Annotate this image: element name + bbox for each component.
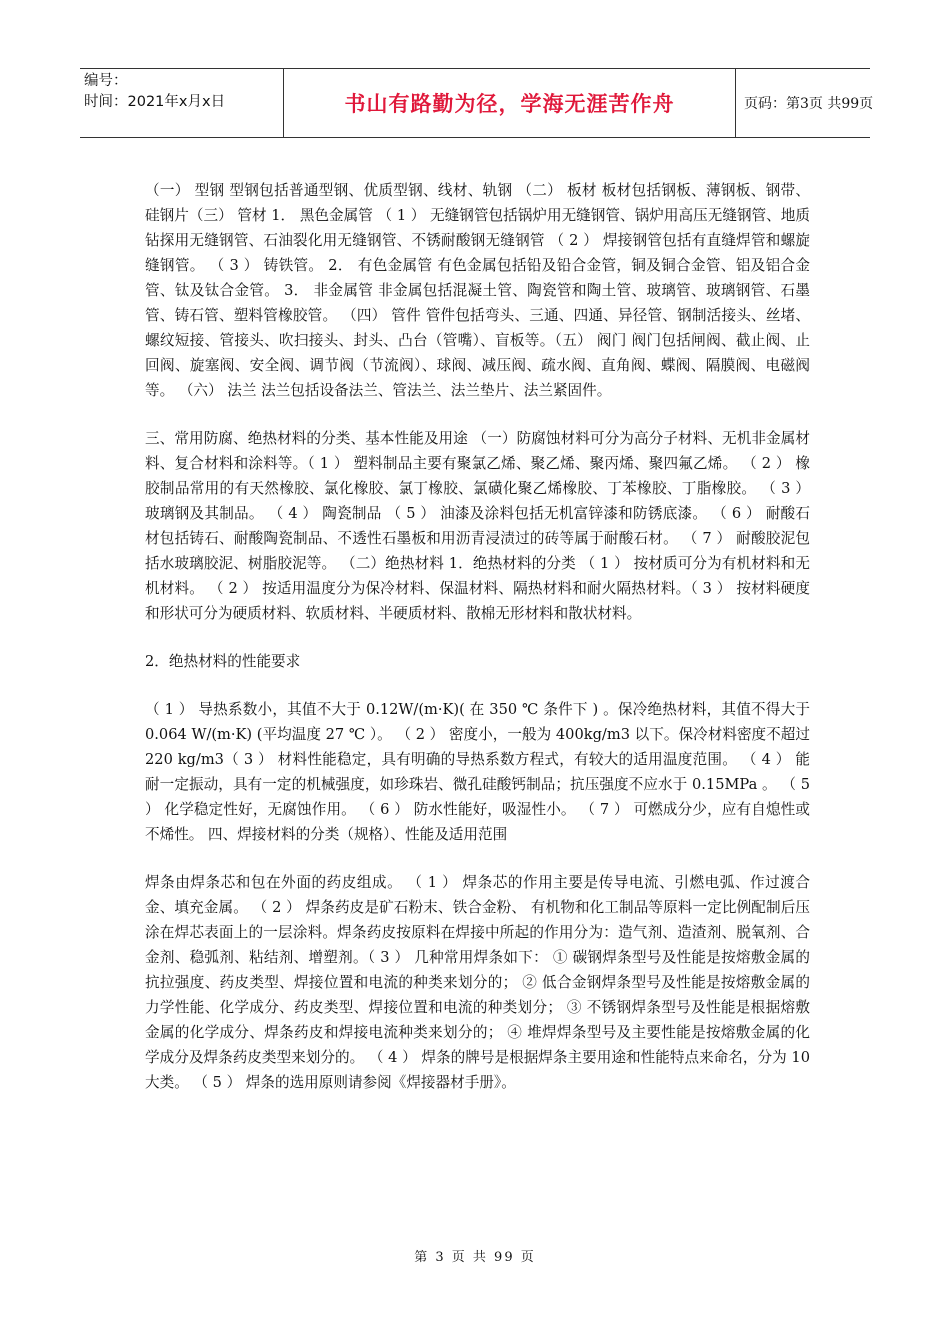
document-body (145, 178, 810, 1118)
page-header (80, 68, 874, 138)
paragraph-welding-rods: 焊条由焊条芯和包在外面的药皮组成。 （ 1 ） 焊条芯的作用主要是传导电流、引燃电弧、作过渡合金、填充金属。 （ 2 ） 焊条药皮是矿石粉末、铁合金粉、 有机物和化工制品等原料一定比例配制后压涂在焊芯表面上的一层涂料。焊条药皮按原料在焊接中所起的作用分为：造气剂、造渣剂、脱氧剂、合金剂、稳弧剂、粘结剂、增塑剂。（ 3 ） 几种常用焊条如下： ① 碳钢焊条型号及性能是按熔敷金属的抗拉强度、药皮类型、焊接位置和电流的种类来划分的； ② 低合金钢焊条型号及性能是按熔敷金属的力学性能、化学成分、药皮类型、焊接位置和电流的种类划分； ③ 不锈钢焊条型号及性能是根据熔敷金属的化学成分、焊条药皮和焊接电流种类来划分的； ④ 堆焊焊条型号及主要性能是按熔敷金属的化学成分及焊条药皮类型来划分的。 （ 4 ） 焊条的牌号是根据焊条主要用途和性能特点来命名，分为 10 大类。 （ 5 ） 焊条的选用原则请参阅《焊接器材手册》。 (145, 874, 810, 1091)
header-page-number: 页码：第3页 共99页 (744, 96, 874, 112)
page-footer: 第 3 页 共 99 页 (414, 1250, 536, 1265)
header-motto-cell (283, 69, 736, 137)
paragraph-steel-materials: （一） 型钢 型钢包括普通型钢、优质型钢、线材、轨钢 （二） 板材 板材包括钢板、薄钢板、钢带、硅钢片（三） 管材 1． 黑色金属管 （ 1 ） 无缝钢管包括锅炉用无缝钢管、锅炉用高压无缝钢管、地质钻探用无缝钢管、石油裂化用无缝钢管、不锈耐酸钢无缝钢管 （ 2 ） 焊接钢管包括有直缝焊管和螺旋缝钢管。 （ 3 ） 铸铁管。 2． 有色金属管 有色金属包括铅及铅合金管，铜及铜合金管、铝及铝合金管、钛及钛合金管。 3． 非金属管 非金属包括混凝土管、陶瓷管和陶土管、玻璃管、玻璃钢管、石墨管、铸石管、塑料管橡胶管。 （四） 管件 管件包括弯头、三通、四通、异径管、钢制活接头、丝堵、螺纹短接、管接头、吹扫接头、封头、凸台（管嘴）、盲板等。（五） 阀门 阀门包括闸阀、截止阀、止回阀、旋塞阀、安全阀、调节阀（节流阀）、球阀、减压阀、疏水阀、直角阀、蝶阀、隔膜阀、电磁阀等。 （六） 法兰 法兰包括设备法兰、管法兰、法兰垫片、法兰紧固件。 (145, 182, 810, 399)
document-number-label: 编号： (84, 73, 128, 89)
header-meta (80, 69, 283, 137)
paragraph-anticorrosion-insulation: 三、常用防腐、绝热材料的分类、基本性能及用途 （一）防腐蚀材料可分为高分子材料、无机非金属材料、复合材料和涂料等。（ 1 ） 塑料制品主要有聚氯乙烯、聚乙烯、聚丙烯、聚四氟乙烯。 （ 2 ） 橡胶制品常用的有天然橡胶、氯化橡胶、氯丁橡胶、氯磺化聚乙烯橡胶、丁苯橡胶、丁脂橡胶。 （ 3 ） 玻璃钢及其制品。 （ 4 ） 陶瓷制品 （ 5 ） 油漆及涂料包括无机富锌漆和防锈底漆。 （ 6 ） 耐酸石材包括铸石、耐酸陶瓷制品、不透性石墨板和用沥青浸渍过的砖等属于耐酸石材。 （ 7 ） 耐酸胶泥包括水玻璃胶泥、树脂胶泥等。 （二）绝热材料 1．绝热材料的分类 （ 1 ） 按材质可分为有机材料和无机材料。 （ 2 ） 按适用温度分为保冷材料、保温材料、隔热材料和耐火隔热材料。（ 3 ） 按材料硬度和形状可分为硬质材料、软质材料、半硬质材料、散棉无形材料和散状材料。 (145, 430, 810, 622)
header-motto: 书山有路勤为径，学海无涯苦作舟 (344, 91, 675, 116)
section-heading-insulation-requirements: 2．绝热材料的性能要求 (145, 653, 301, 670)
header-page-cell (736, 69, 874, 137)
document-date-label: 时间：2021年x月x日 (84, 94, 226, 110)
paragraph-insulation-requirements: （ 1 ） 导热系数小，其值不大于 0.12W/(m·K)( 在 350 ℃ 条件下 ) 。保冷绝热材料，其值不得大于 0.064 W/(m·K) (平均温度 27 ℃ ）。 （ 2 ） 密度小，一般为 400kg/m3 以下。保冷材料密度不超过 220 kg/m3（ 3 ） 材料性能稳定，具有明确的导热系数方程式，有较大的适用温度范围。 （ 4 ） 能耐一定振动，具有一定的机械强度，如珍珠岩、微孔硅酸钙制品；抗压强度不应水于 0.15MPa 。 （ 5 ） 化学稳定性好，无腐蚀作用。 （ 6 ） 防水性能好，吸湿性小。 （ 7 ） 可燃成分少，应有自熄性或不烯性。 四、焊接材料的分类（规格）、性能及适用范围 (145, 701, 810, 843)
